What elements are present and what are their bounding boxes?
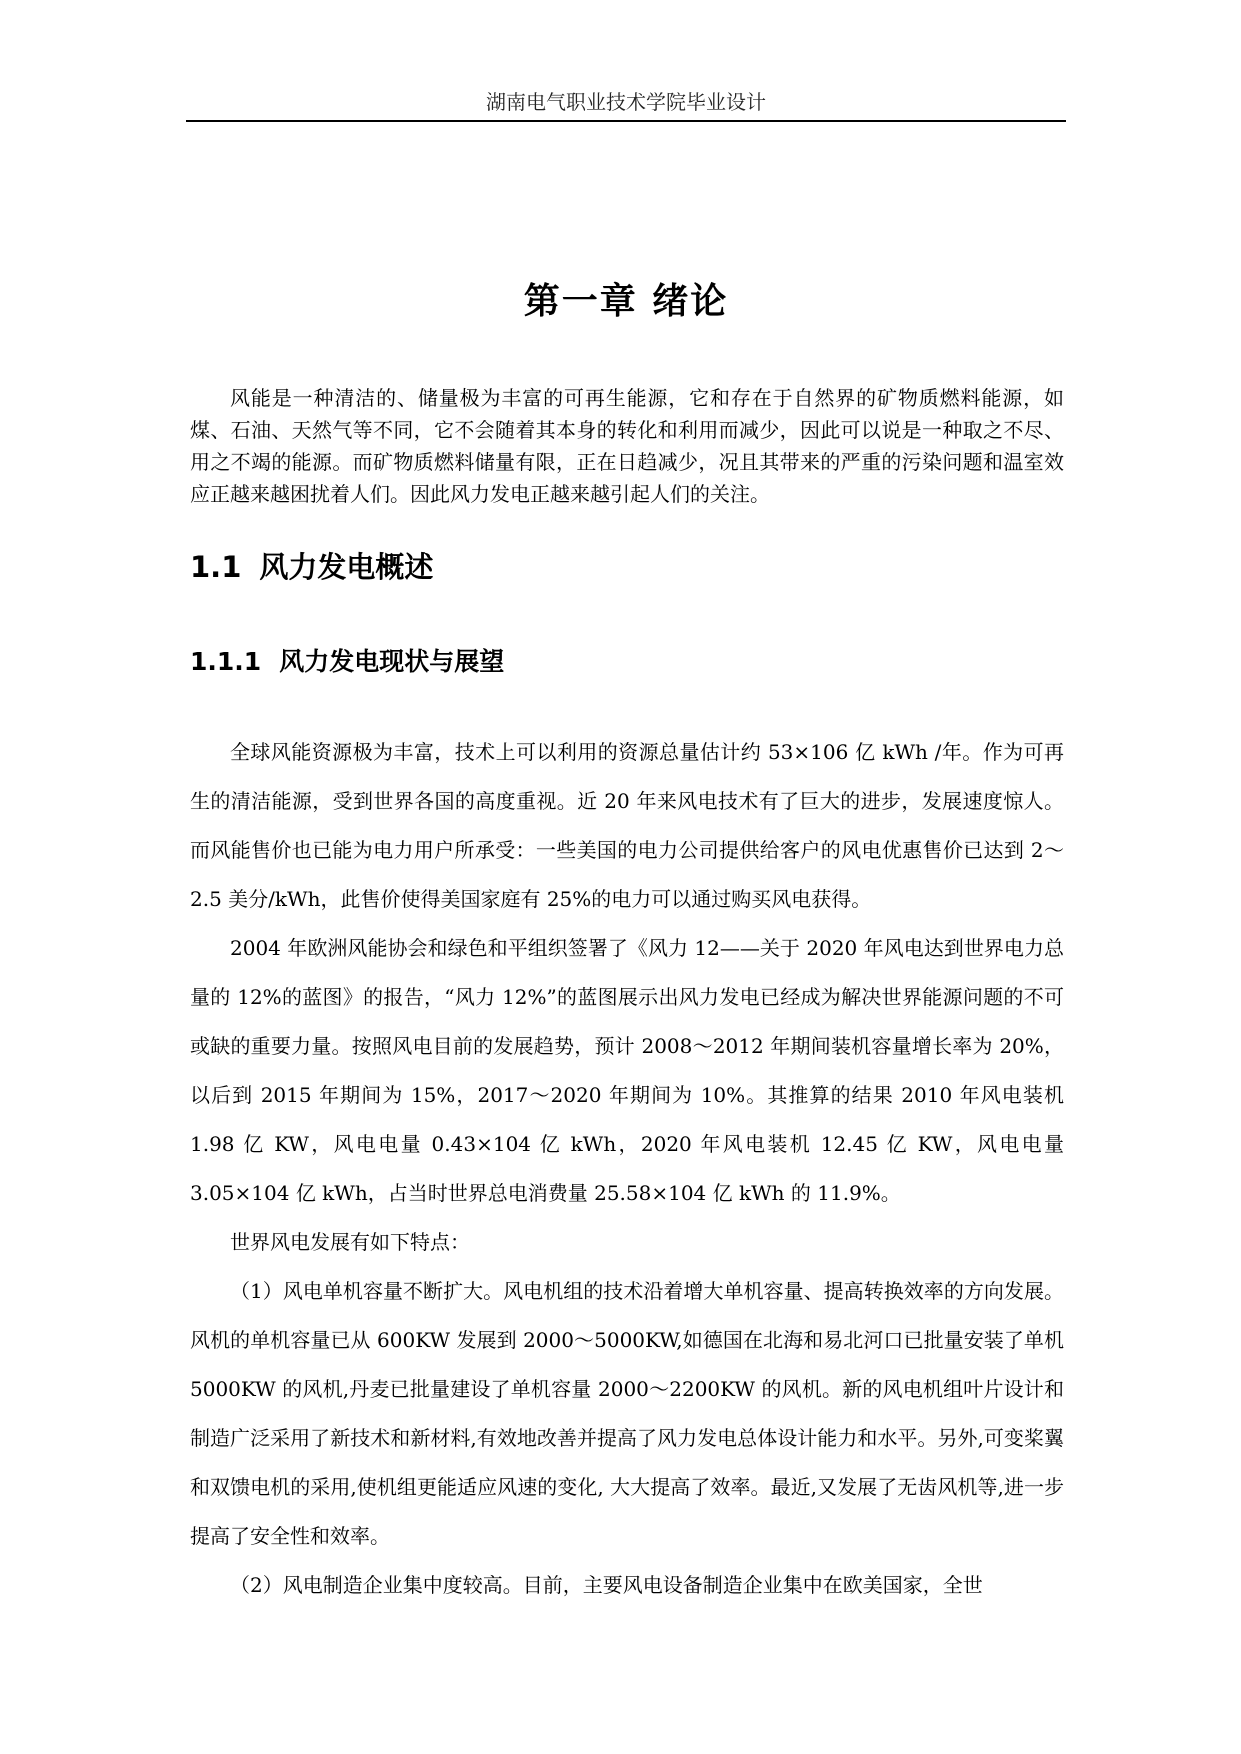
subsection-title: 风力发电现状与展望 [279,647,505,676]
section-heading-1-1-1 [190,645,504,679]
body-text [190,728,1064,1610]
subsection-number: 1.1.1 [190,647,262,676]
header-title: 湖南电气职业技术学院毕业设计 [486,90,766,114]
intro-paragraph: 风能是一种清洁的、储量极为丰富的可再生能源，它和存在于自然界的矿物质燃料能源，如煤、石油、天然气等不同，它不会随着其本身的转化和利用而减少，因此可以说是一种取之不尽、用之不竭的能源。而矿物质燃料储量有限，正在日趋减少，况且其带来的严重的污染问题和温室效应正越来越困扰着人们。因此风力发电正越来越引起人们的关注。 [190,386,1064,506]
section-number: 1.1 [190,550,242,584]
section-heading-1-1 [190,548,433,586]
paragraph-feature-1: （1）风电单机容量不断扩大。风电机组的技术沿着增大单机容量、提高转换效率的方向发展。风机的单机容量已从 600KW 发展到 2000～5000KW,如德国在北海和易北河口已批量安装了单机 5000KW 的风机,丹麦已批量建设了单机容量 2000～2200KW 的风机。新的风电机组叶片设计和制造广泛采用了新技术和新材料,有效地改善并提高了风力发电总体设计能力和水平。另外,可变桨翼和双馈电机的采用,使机组更能适应风速的变化, 大大提高了效率。最近,又发展了无齿风机等,进一步提高了安全性和效率。 [190,1279,1064,1548]
paragraph-feature-2: （2）风电制造企业集中度较高。目前，主要风电设备制造企业集中在欧美国家，全世 [230,1573,983,1597]
chapter-title: 第一章 绪论 [523,281,729,322]
paragraph-features-intro: 世界风电发展有如下特点： [230,1230,470,1254]
section-title: 风力发电概述 [259,550,434,584]
page-header [186,88,1066,122]
paragraph-global-wind-resources: 全球风能资源极为丰富，技术上可以利用的资源总量估计约 53×106 亿 kWh /年。作为可再生的清洁能源，受到世界各国的高度重视。近 20 年来风电技术有了巨大的进步，发展速度惊人。而风能售价也已能为电力用户所承受：一些美国的电力公司提供给客户的风电优惠售价已达到 2～2.5 美分/kWh，此售价使得美国家庭有 25%的电力可以通过购买风电获得。 [190,740,1064,911]
paragraph-wind-force-12: 2004 年欧洲风能协会和绿色和平组织签署了《风力 12——关于 2020 年风电达到世界电力总量的 12%的蓝图》的报告，“风力 12%”的蓝图展示出风力发电已经成为解决世界能源问题的不可或缺的重要力量。按照风电目前的发展趋势，预计 2008～2012 年期间装机容量增长率为 20%，以后到 2015 年期间为 15%，2017～2020 年期间为 10%。其推算的结果 2010 年风电装机 1.98 亿 KW，风电电量 0.43×104 亿 kWh，2020 年风电装机 12.45 亿 KW，风电电量 3.05×104 亿 kWh，占当时世界总电消费量 25.58×104 亿 kWh 的 11.9%。 [190,936,1064,1205]
